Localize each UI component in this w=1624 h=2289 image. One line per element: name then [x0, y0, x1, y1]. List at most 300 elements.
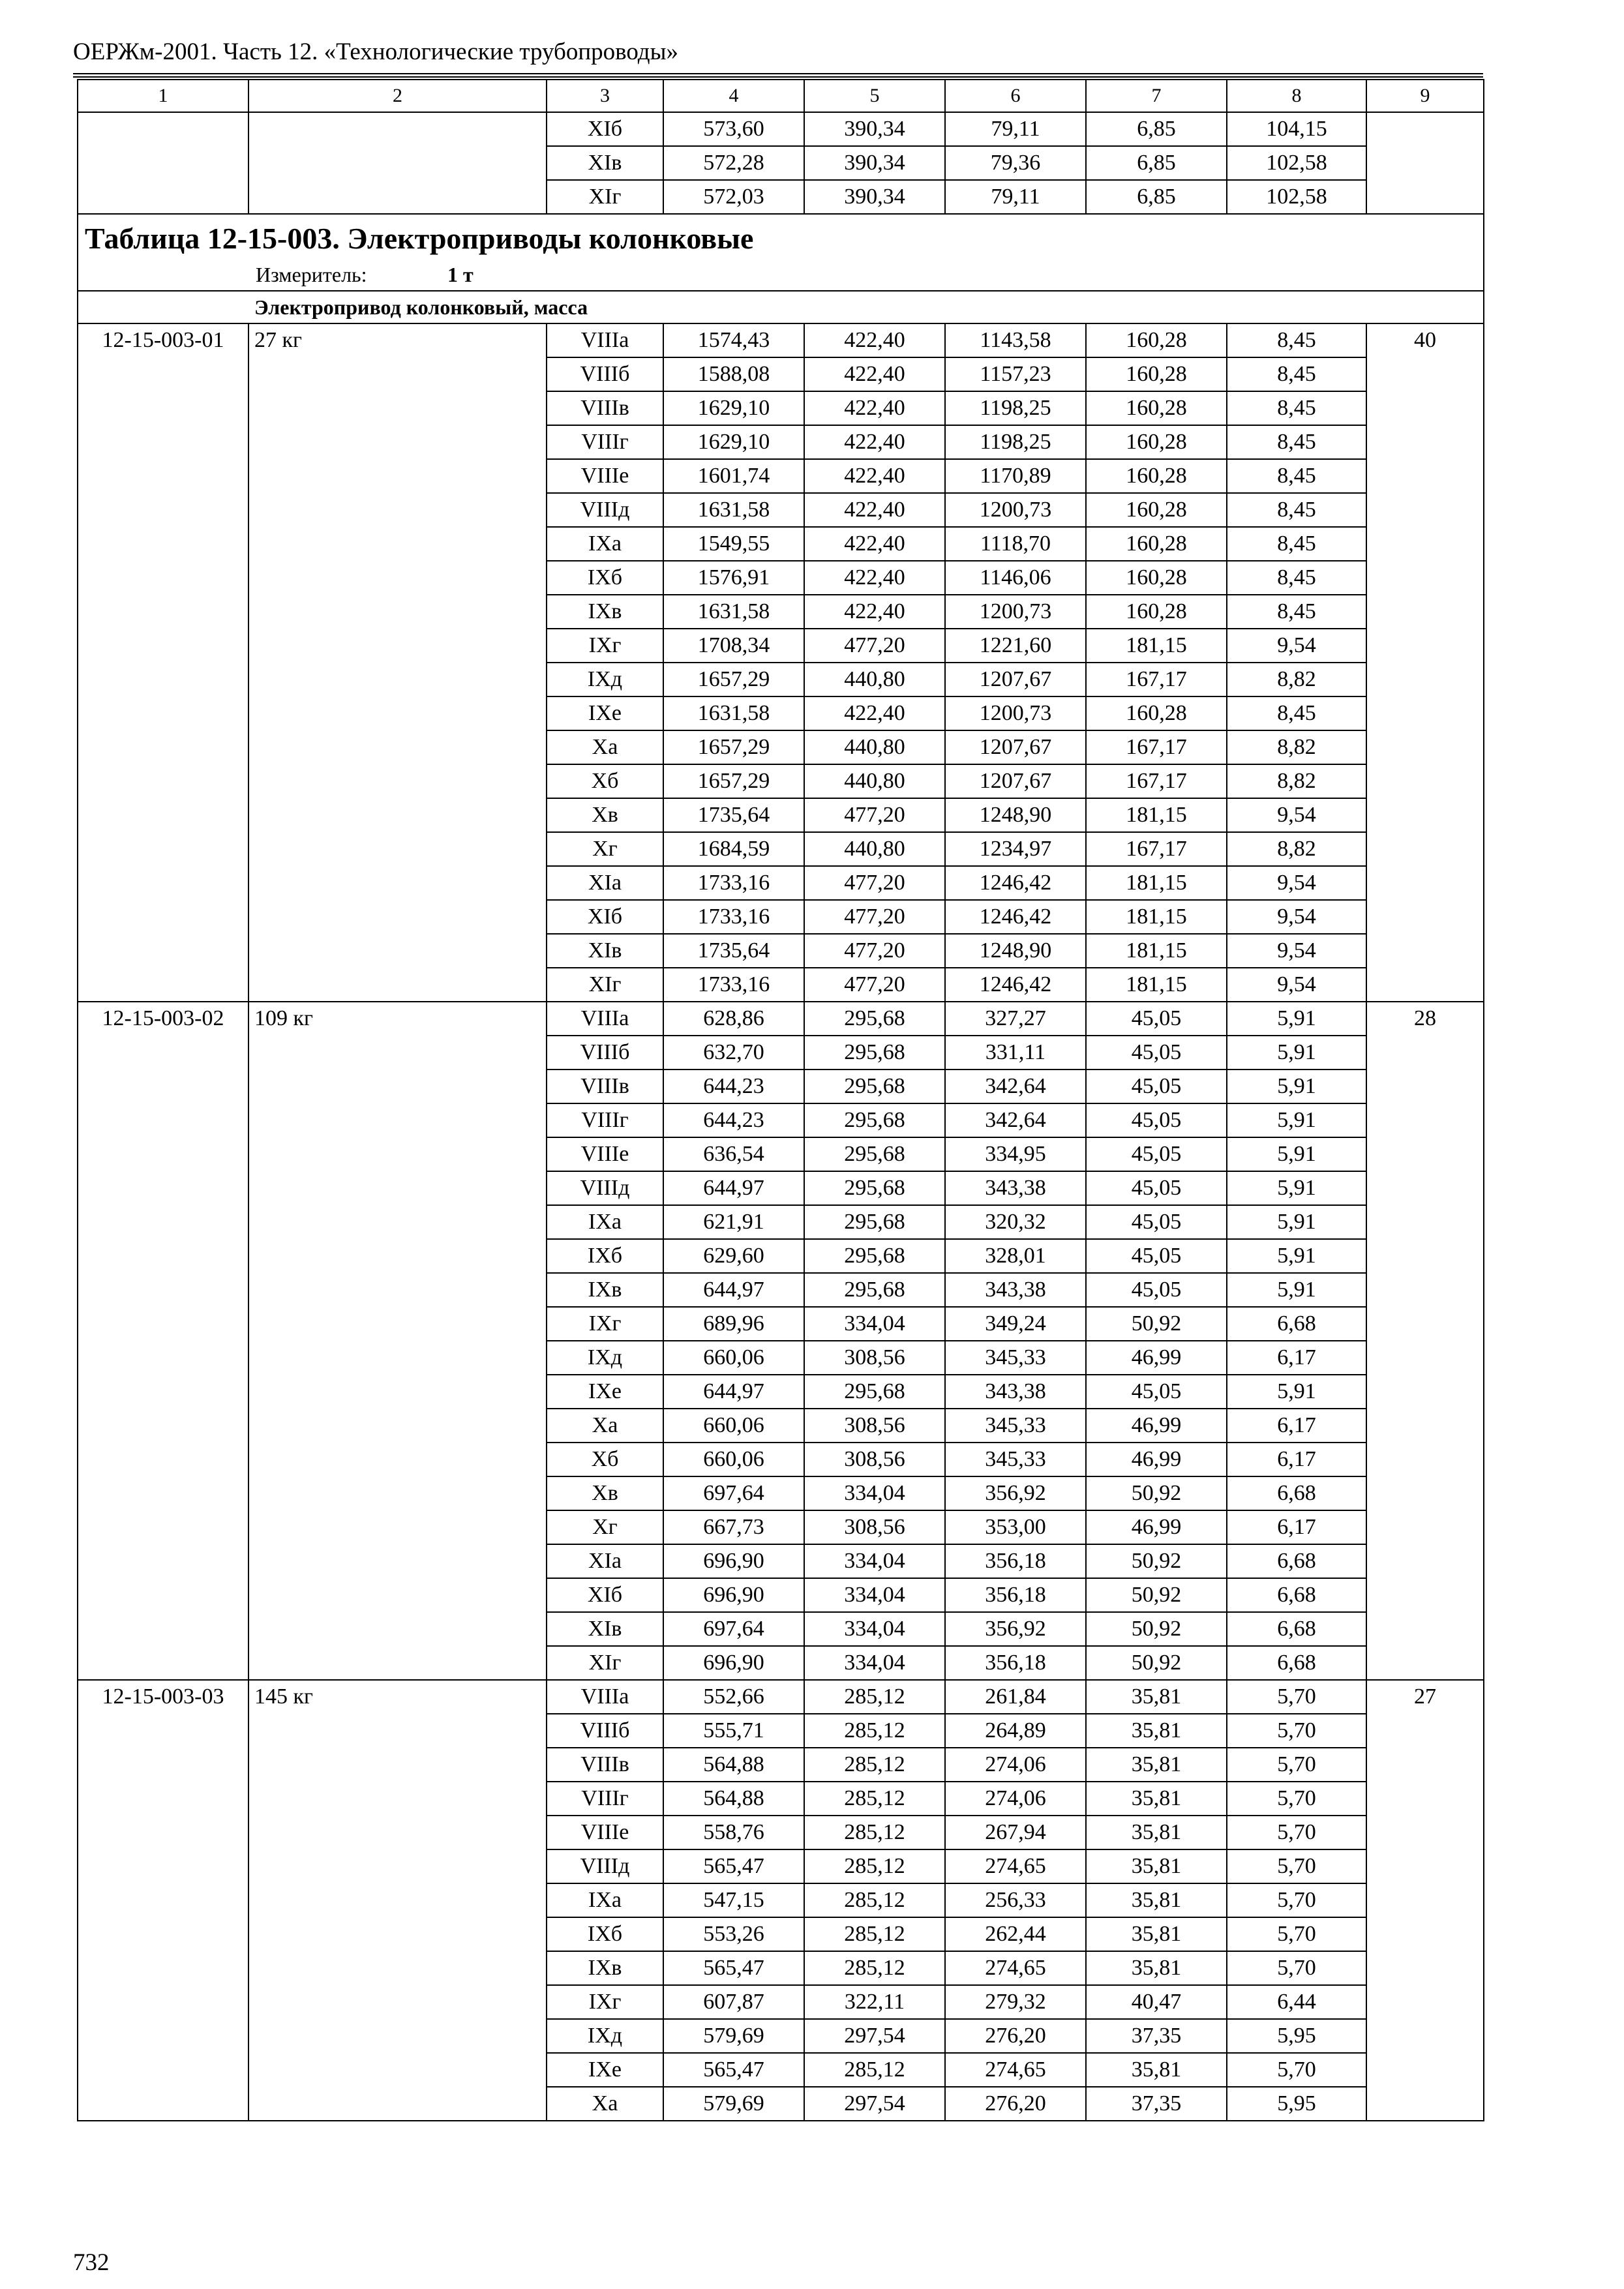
zone-cell: VIIIд: [547, 1171, 663, 1205]
machinist-wages-cell: 45,05: [1086, 1171, 1227, 1205]
wages-cell: 477,20: [804, 629, 945, 663]
wages-cell: 295,68: [804, 1375, 945, 1409]
zone-cell: IXг: [547, 1307, 663, 1341]
rates-table: [77, 79, 1484, 2121]
wages-cell: 285,12: [804, 1849, 945, 1883]
materials-cell: 5,95: [1227, 2087, 1366, 2121]
machinist-wages-cell: 35,81: [1086, 1782, 1227, 1816]
machinist-wages-cell: 181,15: [1086, 900, 1227, 934]
machine-costs-cell: 342,64: [945, 1070, 1086, 1103]
zone-cell: IXб: [547, 1239, 663, 1273]
direct-costs-cell: 572,28: [663, 146, 804, 180]
zone-cell: IXа: [547, 527, 663, 561]
machine-costs-cell: 1246,42: [945, 900, 1086, 934]
materials-cell: 5,70: [1227, 1782, 1366, 1816]
machinist-wages-cell: 160,28: [1086, 323, 1227, 357]
materials-cell: 8,45: [1227, 527, 1366, 561]
direct-costs-cell: 644,23: [663, 1103, 804, 1137]
zone-cell: IXд: [547, 1341, 663, 1375]
machinist-wages-cell: 45,05: [1086, 1036, 1227, 1070]
wages-cell: 334,04: [804, 1578, 945, 1612]
machinist-wages-cell: 181,15: [1086, 629, 1227, 663]
wages-cell: 334,04: [804, 1612, 945, 1646]
col9-cell: [1366, 112, 1484, 214]
machine-costs-cell: 1248,90: [945, 798, 1086, 832]
machinist-wages-cell: 35,81: [1086, 1748, 1227, 1782]
machine-costs-cell: 1207,67: [945, 663, 1086, 696]
machine-costs-cell: 334,95: [945, 1137, 1086, 1171]
machine-costs-cell: 356,92: [945, 1612, 1086, 1646]
wages-cell: 477,20: [804, 968, 945, 1002]
machinist-wages-cell: 167,17: [1086, 730, 1227, 764]
unit-label: Измеритель:: [256, 263, 367, 286]
direct-costs-cell: 1549,55: [663, 527, 804, 561]
machinist-wages-cell: 167,17: [1086, 663, 1227, 696]
machine-costs-cell: 342,64: [945, 1103, 1086, 1137]
machinist-wages-cell: 50,92: [1086, 1307, 1227, 1341]
machinist-wages-cell: 160,28: [1086, 493, 1227, 527]
machine-costs-cell: 327,27: [945, 1002, 1086, 1036]
wages-cell: 334,04: [804, 1646, 945, 1680]
direct-costs-cell: 660,06: [663, 1443, 804, 1476]
zone-cell: VIIIг: [547, 425, 663, 459]
direct-costs-cell: 636,54: [663, 1137, 804, 1171]
col9-cell: 27: [1366, 1680, 1484, 2121]
machinist-wages-cell: 35,81: [1086, 2053, 1227, 2087]
machinist-wages-cell: 160,28: [1086, 391, 1227, 425]
materials-cell: 5,91: [1227, 1375, 1366, 1409]
direct-costs-cell: 579,69: [663, 2019, 804, 2053]
column-number-cell: 5: [804, 80, 945, 112]
wages-cell: 390,34: [804, 180, 945, 214]
materials-cell: 6,68: [1227, 1578, 1366, 1612]
zone-cell: IXд: [547, 2019, 663, 2053]
machine-costs-cell: 79,11: [945, 180, 1086, 214]
materials-cell: 8,45: [1227, 696, 1366, 730]
zone-cell: VIIIе: [547, 1137, 663, 1171]
wages-cell: 295,68: [804, 1239, 945, 1273]
materials-cell: 5,70: [1227, 1917, 1366, 1951]
table-title: Таблица 12-15-003. Электроприводы колонковые: [85, 222, 754, 255]
materials-cell: 8,45: [1227, 459, 1366, 493]
code-cell: 12-15-003-01: [78, 323, 248, 1002]
direct-costs-cell: 660,06: [663, 1341, 804, 1375]
materials-cell: 6,44: [1227, 1985, 1366, 2019]
wages-cell: 477,20: [804, 900, 945, 934]
wages-cell: 297,54: [804, 2019, 945, 2053]
wages-cell: 285,12: [804, 1748, 945, 1782]
materials-cell: 8,82: [1227, 764, 1366, 798]
machine-costs-cell: 256,33: [945, 1883, 1086, 1917]
machinist-wages-cell: 35,81: [1086, 1951, 1227, 1985]
machine-costs-cell: 274,06: [945, 1782, 1086, 1816]
table-row: [78, 1002, 1484, 1036]
direct-costs-cell: 1601,74: [663, 459, 804, 493]
direct-costs-cell: 696,90: [663, 1646, 804, 1680]
zone-cell: VIIIа: [547, 323, 663, 357]
materials-cell: 8,45: [1227, 493, 1366, 527]
page-number: 732: [73, 2249, 110, 2276]
column-number-cell: 4: [663, 80, 804, 112]
machinist-wages-cell: 45,05: [1086, 1103, 1227, 1137]
direct-costs-cell: 553,26: [663, 1917, 804, 1951]
zone-cell: XIв: [547, 146, 663, 180]
materials-cell: 5,91: [1227, 1002, 1366, 1036]
machine-costs-cell: 274,65: [945, 1951, 1086, 1985]
materials-cell: 8,82: [1227, 663, 1366, 696]
zone-cell: IXв: [547, 1273, 663, 1307]
direct-costs-cell: 1629,10: [663, 425, 804, 459]
machine-costs-cell: 262,44: [945, 1917, 1086, 1951]
direct-costs-cell: 1735,64: [663, 798, 804, 832]
column-number-cell: 6: [945, 80, 1086, 112]
mass-cell: 27 кг: [248, 323, 547, 1002]
zone-cell: VIIIд: [547, 1849, 663, 1883]
wages-cell: 422,40: [804, 696, 945, 730]
wages-cell: 308,56: [804, 1341, 945, 1375]
column-number-cell: 9: [1366, 80, 1484, 112]
direct-costs-cell: 1733,16: [663, 900, 804, 934]
direct-costs-cell: 1657,29: [663, 764, 804, 798]
materials-cell: 9,54: [1227, 900, 1366, 934]
direct-costs-cell: 565,47: [663, 2053, 804, 2087]
zone-cell: VIIIв: [547, 1748, 663, 1782]
wages-cell: 422,40: [804, 357, 945, 391]
direct-costs-cell: 1733,16: [663, 866, 804, 900]
materials-cell: 6,68: [1227, 1307, 1366, 1341]
machine-costs-cell: 79,11: [945, 112, 1086, 146]
materials-cell: 5,91: [1227, 1171, 1366, 1205]
machinist-wages-cell: 37,35: [1086, 2019, 1227, 2053]
materials-cell: 5,70: [1227, 1748, 1366, 1782]
machinist-wages-cell: 181,15: [1086, 798, 1227, 832]
wages-cell: 297,54: [804, 2087, 945, 2121]
materials-cell: 102,58: [1227, 146, 1366, 180]
machinist-wages-cell: 45,05: [1086, 1070, 1227, 1103]
code-cell: 12-15-003-02: [78, 1002, 248, 1680]
direct-costs-cell: 1588,08: [663, 357, 804, 391]
machine-costs-cell: 356,18: [945, 1646, 1086, 1680]
wages-cell: 295,68: [804, 1002, 945, 1036]
machinist-wages-cell: 45,05: [1086, 1205, 1227, 1239]
zone-cell: VIIIа: [547, 1002, 663, 1036]
zone-cell: XIб: [547, 900, 663, 934]
wages-cell: 422,40: [804, 391, 945, 425]
direct-costs-cell: 644,97: [663, 1375, 804, 1409]
table-caption-row: [78, 214, 1484, 291]
materials-cell: 9,54: [1227, 629, 1366, 663]
subheading-row: [78, 291, 1484, 323]
wages-cell: 477,20: [804, 866, 945, 900]
wages-cell: 334,04: [804, 1544, 945, 1578]
wages-cell: 422,40: [804, 459, 945, 493]
machine-costs-cell: 328,01: [945, 1239, 1086, 1273]
direct-costs-cell: 1631,58: [663, 595, 804, 629]
materials-cell: 9,54: [1227, 798, 1366, 832]
wages-cell: 295,68: [804, 1070, 945, 1103]
wages-cell: 285,12: [804, 1917, 945, 1951]
wages-cell: 440,80: [804, 730, 945, 764]
machine-costs-cell: 1200,73: [945, 595, 1086, 629]
direct-costs-cell: 1576,91: [663, 561, 804, 595]
wages-cell: 295,68: [804, 1137, 945, 1171]
zone-cell: IXе: [547, 1375, 663, 1409]
wages-cell: 334,04: [804, 1307, 945, 1341]
materials-cell: 8,45: [1227, 323, 1366, 357]
zone-cell: VIIIв: [547, 391, 663, 425]
machinist-wages-cell: 181,15: [1086, 934, 1227, 968]
machinist-wages-cell: 160,28: [1086, 595, 1227, 629]
materials-cell: 8,45: [1227, 357, 1366, 391]
zone-cell: IXг: [547, 629, 663, 663]
machine-costs-cell: 276,20: [945, 2019, 1086, 2053]
machinist-wages-cell: 50,92: [1086, 1578, 1227, 1612]
direct-costs-cell: 696,90: [663, 1578, 804, 1612]
unit-line: [78, 259, 1483, 290]
materials-cell: 8,45: [1227, 595, 1366, 629]
mass-cell: 145 кг: [248, 1680, 547, 2121]
materials-cell: 5,91: [1227, 1239, 1366, 1273]
machinist-wages-cell: 45,05: [1086, 1375, 1227, 1409]
zone-cell: Xа: [547, 1409, 663, 1443]
machine-costs-cell: 1198,25: [945, 391, 1086, 425]
materials-cell: 6,17: [1227, 1409, 1366, 1443]
machine-costs-cell: 1170,89: [945, 459, 1086, 493]
column-number-cell: 1: [78, 80, 248, 112]
machine-costs-cell: 1198,25: [945, 425, 1086, 459]
machine-costs-cell: 1118,70: [945, 527, 1086, 561]
materials-cell: 8,45: [1227, 391, 1366, 425]
zone-cell: Xб: [547, 764, 663, 798]
zone-cell: VIIIе: [547, 459, 663, 493]
materials-cell: 5,91: [1227, 1205, 1366, 1239]
wages-cell: 440,80: [804, 764, 945, 798]
machinist-wages-cell: 6,85: [1086, 180, 1227, 214]
machinist-wages-cell: 6,85: [1086, 112, 1227, 146]
direct-costs-cell: 1657,29: [663, 730, 804, 764]
materials-cell: 6,68: [1227, 1646, 1366, 1680]
machine-costs-cell: 261,84: [945, 1680, 1086, 1714]
zone-cell: XIб: [547, 1578, 663, 1612]
materials-cell: 9,54: [1227, 866, 1366, 900]
direct-costs-cell: 644,97: [663, 1171, 804, 1205]
direct-costs-cell: 689,96: [663, 1307, 804, 1341]
column-number-cell: 2: [248, 80, 547, 112]
materials-cell: 5,91: [1227, 1036, 1366, 1070]
materials-cell: 5,91: [1227, 1070, 1366, 1103]
direct-costs-cell: 1631,58: [663, 696, 804, 730]
machinist-wages-cell: 45,05: [1086, 1239, 1227, 1273]
mass-cell: 109 кг: [248, 1002, 547, 1680]
wages-cell: 285,12: [804, 1883, 945, 1917]
table-caption-cell: [78, 214, 1484, 291]
materials-cell: 6,17: [1227, 1341, 1366, 1375]
materials-cell: 6,68: [1227, 1612, 1366, 1646]
machinist-wages-cell: 167,17: [1086, 832, 1227, 866]
machine-costs-cell: 1157,23: [945, 357, 1086, 391]
wages-cell: 390,34: [804, 146, 945, 180]
materials-cell: 9,54: [1227, 968, 1366, 1002]
col9-cell: 28: [1366, 1002, 1484, 1680]
table-row: [78, 112, 1484, 146]
materials-cell: 102,58: [1227, 180, 1366, 214]
zone-cell: VIIIв: [547, 1070, 663, 1103]
machinist-wages-cell: 160,28: [1086, 561, 1227, 595]
wages-cell: 295,68: [804, 1205, 945, 1239]
direct-costs-cell: 1735,64: [663, 934, 804, 968]
machine-costs-cell: 1234,97: [945, 832, 1086, 866]
materials-cell: 5,70: [1227, 1680, 1366, 1714]
wages-cell: 295,68: [804, 1273, 945, 1307]
machinist-wages-cell: 45,05: [1086, 1002, 1227, 1036]
machine-costs-cell: 274,65: [945, 2053, 1086, 2087]
wages-cell: 285,12: [804, 1782, 945, 1816]
machine-costs-cell: 343,38: [945, 1273, 1086, 1307]
machine-costs-cell: 1143,58: [945, 323, 1086, 357]
machine-costs-cell: 1248,90: [945, 934, 1086, 968]
materials-cell: 8,82: [1227, 832, 1366, 866]
machine-costs-cell: 353,00: [945, 1510, 1086, 1544]
zone-cell: IXв: [547, 595, 663, 629]
direct-costs-cell: 1574,43: [663, 323, 804, 357]
wages-cell: 477,20: [804, 934, 945, 968]
direct-costs-cell: 697,64: [663, 1612, 804, 1646]
direct-costs-cell: 572,03: [663, 180, 804, 214]
direct-costs-cell: 1684,59: [663, 832, 804, 866]
machinist-wages-cell: 35,81: [1086, 1849, 1227, 1883]
machine-costs-cell: 279,32: [945, 1985, 1086, 2019]
wages-cell: 422,40: [804, 323, 945, 357]
wages-cell: 285,12: [804, 1816, 945, 1849]
machine-costs-cell: 356,92: [945, 1476, 1086, 1510]
direct-costs-cell: 555,71: [663, 1714, 804, 1748]
zone-cell: XIв: [547, 1612, 663, 1646]
zone-cell: IXд: [547, 663, 663, 696]
machine-costs-cell: 274,65: [945, 1849, 1086, 1883]
zone-cell: Xа: [547, 2087, 663, 2121]
zone-cell: IXе: [547, 2053, 663, 2087]
zone-cell: VIIIе: [547, 1816, 663, 1849]
wages-cell: 295,68: [804, 1171, 945, 1205]
wages-cell: 422,40: [804, 493, 945, 527]
machinist-wages-cell: 35,81: [1086, 1680, 1227, 1714]
subheading-cell: Электропривод колонковый, масса: [78, 291, 1484, 323]
direct-costs-cell: 1708,34: [663, 629, 804, 663]
direct-costs-cell: 696,90: [663, 1544, 804, 1578]
machine-costs-cell: 343,38: [945, 1375, 1086, 1409]
zone-cell: Xв: [547, 798, 663, 832]
machinist-wages-cell: 35,81: [1086, 1714, 1227, 1748]
column-number-cell: 3: [547, 80, 663, 112]
direct-costs-cell: 632,70: [663, 1036, 804, 1070]
direct-costs-cell: 1733,16: [663, 968, 804, 1002]
materials-cell: 6,68: [1227, 1544, 1366, 1578]
machine-costs-cell: 345,33: [945, 1341, 1086, 1375]
materials-cell: 8,45: [1227, 425, 1366, 459]
machinist-wages-cell: 160,28: [1086, 357, 1227, 391]
machinist-wages-cell: 50,92: [1086, 1476, 1227, 1510]
page-header-title: ОЕРЖм-2001. Часть 12. «Технологические трубопроводы»: [73, 38, 678, 65]
wages-cell: 390,34: [804, 112, 945, 146]
direct-costs-cell: 1657,29: [663, 663, 804, 696]
zone-cell: XIб: [547, 112, 663, 146]
zone-cell: IXб: [547, 1917, 663, 1951]
materials-cell: 8,45: [1227, 561, 1366, 595]
wages-cell: 285,12: [804, 2053, 945, 2087]
machine-costs-cell: 1200,73: [945, 696, 1086, 730]
machinist-wages-cell: 35,81: [1086, 1917, 1227, 1951]
machinist-wages-cell: 167,17: [1086, 764, 1227, 798]
wages-cell: 285,12: [804, 1680, 945, 1714]
zone-cell: VIIIб: [547, 1714, 663, 1748]
materials-cell: 9,54: [1227, 934, 1366, 968]
zone-cell: XIг: [547, 1646, 663, 1680]
direct-costs-cell: 573,60: [663, 112, 804, 146]
machinist-wages-cell: 6,85: [1086, 146, 1227, 180]
machinist-wages-cell: 46,99: [1086, 1409, 1227, 1443]
machinist-wages-cell: 160,28: [1086, 459, 1227, 493]
direct-costs-cell: 564,88: [663, 1782, 804, 1816]
zone-cell: IXа: [547, 1883, 663, 1917]
machinist-wages-cell: 46,99: [1086, 1341, 1227, 1375]
table-row: [78, 323, 1484, 357]
unit-value: 1 т: [447, 263, 474, 286]
machine-costs-cell: 1221,60: [945, 629, 1086, 663]
wages-cell: 285,12: [804, 1714, 945, 1748]
zone-cell: XIг: [547, 968, 663, 1002]
machinist-wages-cell: 160,28: [1086, 527, 1227, 561]
machinist-wages-cell: 35,81: [1086, 1816, 1227, 1849]
machinist-wages-cell: 46,99: [1086, 1510, 1227, 1544]
wages-cell: 295,68: [804, 1036, 945, 1070]
machinist-wages-cell: 35,81: [1086, 1883, 1227, 1917]
direct-costs-cell: 697,64: [663, 1476, 804, 1510]
machinist-wages-cell: 160,28: [1086, 696, 1227, 730]
machine-costs-cell: 349,24: [945, 1307, 1086, 1341]
zone-cell: VIIIг: [547, 1782, 663, 1816]
direct-costs-cell: 1629,10: [663, 391, 804, 425]
materials-cell: 5,95: [1227, 2019, 1366, 2053]
direct-costs-cell: 564,88: [663, 1748, 804, 1782]
mass-cell: [248, 112, 547, 214]
direct-costs-cell: 565,47: [663, 1951, 804, 1985]
machinist-wages-cell: 50,92: [1086, 1544, 1227, 1578]
machine-costs-cell: 356,18: [945, 1578, 1086, 1612]
direct-costs-cell: 579,69: [663, 2087, 804, 2121]
machine-costs-cell: 1246,42: [945, 866, 1086, 900]
materials-cell: 5,70: [1227, 2053, 1366, 2087]
materials-cell: 5,70: [1227, 1951, 1366, 1985]
direct-costs-cell: 628,86: [663, 1002, 804, 1036]
wages-cell: 422,40: [804, 595, 945, 629]
machine-costs-cell: 1246,42: [945, 968, 1086, 1002]
zone-cell: XIв: [547, 934, 663, 968]
column-number-cell: 8: [1227, 80, 1366, 112]
machine-costs-cell: 1200,73: [945, 493, 1086, 527]
direct-costs-cell: 629,60: [663, 1239, 804, 1273]
machine-costs-cell: 343,38: [945, 1171, 1086, 1205]
machinist-wages-cell: 40,47: [1086, 1985, 1227, 2019]
materials-cell: 6,17: [1227, 1443, 1366, 1476]
direct-costs-cell: 558,76: [663, 1816, 804, 1849]
machinist-wages-cell: 160,28: [1086, 425, 1227, 459]
zone-cell: IXе: [547, 696, 663, 730]
wages-cell: 422,40: [804, 561, 945, 595]
machine-costs-cell: 264,89: [945, 1714, 1086, 1748]
machine-costs-cell: 345,33: [945, 1409, 1086, 1443]
zone-cell: VIIIг: [547, 1103, 663, 1137]
wages-cell: 477,20: [804, 798, 945, 832]
